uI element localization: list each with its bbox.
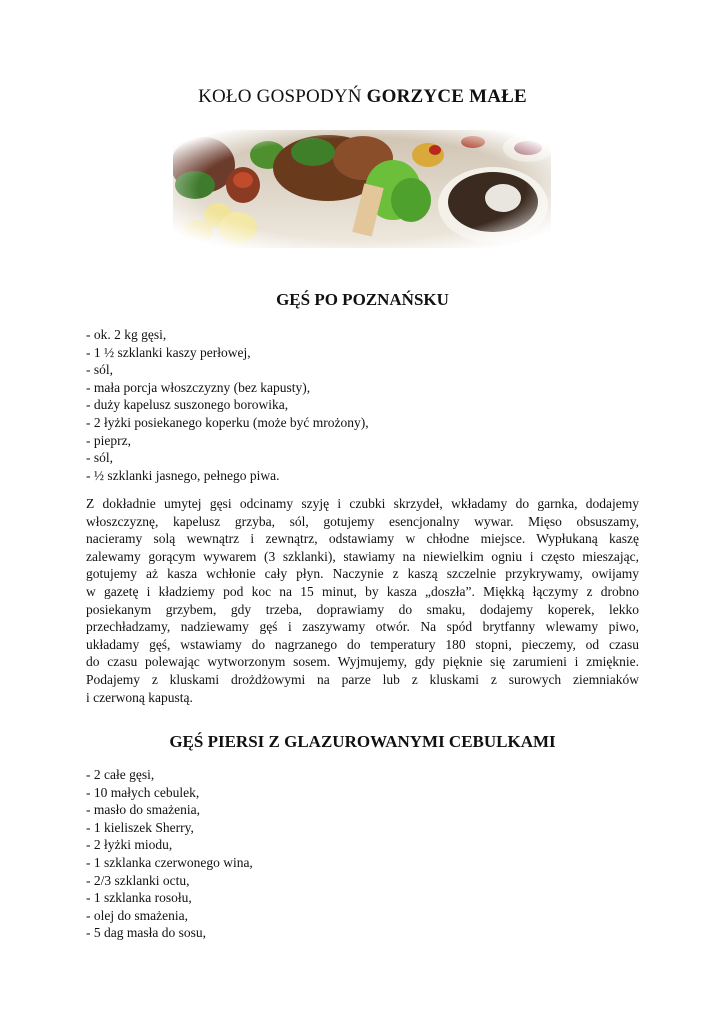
paragraph-line: Podajemy z kluskami drożdżowymi na parze lub z kluskami z surowych ziemniaków xyxy=(86,671,639,687)
paragraph-line: gotujemy aż kasza wchłonie cały płyn. Naczynie z kaszą szczelnie przykrywamy, owijamy xyxy=(86,566,639,582)
list-item: - 1 ½ szklanki kaszy perłowej, xyxy=(86,344,251,360)
paragraph-line: zalewamy gorącym wywarem (3 szklanki), stawiamy na niewielkim ogniu i często mieszając, xyxy=(86,548,639,564)
list-item: - sól, xyxy=(86,362,113,378)
list-item: - ½ szklanki jasnego, pełnego piwa. xyxy=(86,467,280,483)
list-item: - 2 łyżki miodu, xyxy=(86,837,173,853)
paragraph-line: w gazetę i kładziemy pod koc na 15 minut, by kasza „doszła”. Miękką łączymy z drobno xyxy=(86,583,639,599)
paragraph-line: posiekanym grzybem, gdy trzeba, doprawiamy do smaku, dodajemy koperek, lekko xyxy=(86,601,639,617)
list-item: - mała porcja włoszczyzny (bez kapusty), xyxy=(86,379,311,395)
list-item: - duży kapelusz suszonego borowika, xyxy=(86,397,289,413)
recipe1-title: GĘŚ PO POZNAŃSKU xyxy=(276,290,449,309)
list-item: - olej do smażenia, xyxy=(86,907,188,923)
list-item: - ok. 2 kg gęsi, xyxy=(86,327,167,342)
paragraph-line: przechładzamy, nadziewamy gęś i zaszywamy otwór. Na spód brytfanny wlewamy piwo, xyxy=(86,619,639,635)
paragraph-line: i czerwoną kapustą. xyxy=(86,689,193,705)
food-photo xyxy=(173,130,551,248)
page-title xyxy=(0,86,725,108)
list-item: - sól, xyxy=(86,450,113,466)
recipe1-ingredients xyxy=(86,326,369,484)
paragraph-line: włoszczyznę, kapelusz grzyba, sól, gotujemy esencjonalny wywar. Mięso obsuszamy, xyxy=(86,513,639,529)
list-item: - 1 szklanka czerwonego wina, xyxy=(86,854,253,870)
recipe2-ingredients xyxy=(86,766,253,942)
list-item: - masło do smażenia, xyxy=(86,802,200,818)
list-item: - 10 małych cebulek, xyxy=(86,784,200,800)
list-item: - 1 szklanka rosołu, xyxy=(86,890,192,906)
recipe2-title: GĘŚ PIERSI Z GLAZUROWANYMI CEBULKAMI xyxy=(169,732,556,751)
paragraph-line: Z dokładnie umytej gęsi odcinamy szyję i czubki skrzydeł, wkładamy do garnka, dodajemy xyxy=(86,496,639,511)
paragraph-line: nacieramy solą wewnątrz i zewnątrz, odstawiamy w chłodne miejsce. Wypłukaną kaszę xyxy=(86,531,639,547)
title-bold: GORZYCE MAŁE xyxy=(366,86,527,107)
list-item: - 1 kieliszek Sherry, xyxy=(86,819,194,835)
paragraph-line: układamy gęś, wstawiamy do nagrzanego do temperatury 180 stopni, pieczemy, od czasu xyxy=(86,636,639,652)
paragraph-line: do czasu polewając wytworzonym sosem. Wyjmujemy, gdy pięknie się zarumieni i zmięknie. xyxy=(86,654,639,670)
list-item: - 2 całe gęsi, xyxy=(86,767,155,782)
food-photo-icon xyxy=(173,130,551,248)
list-item: - 2 łyżki posiekanego koperku (może być mrożony), xyxy=(86,414,369,430)
title-prefix: KOŁO GOSPODYŃ xyxy=(198,86,367,107)
list-item: - pieprz, xyxy=(86,432,131,448)
list-item: - 2/3 szklanki octu, xyxy=(86,872,190,888)
list-item: - 5 dag masła do sosu, xyxy=(86,925,206,941)
recipe1-method xyxy=(86,495,639,706)
